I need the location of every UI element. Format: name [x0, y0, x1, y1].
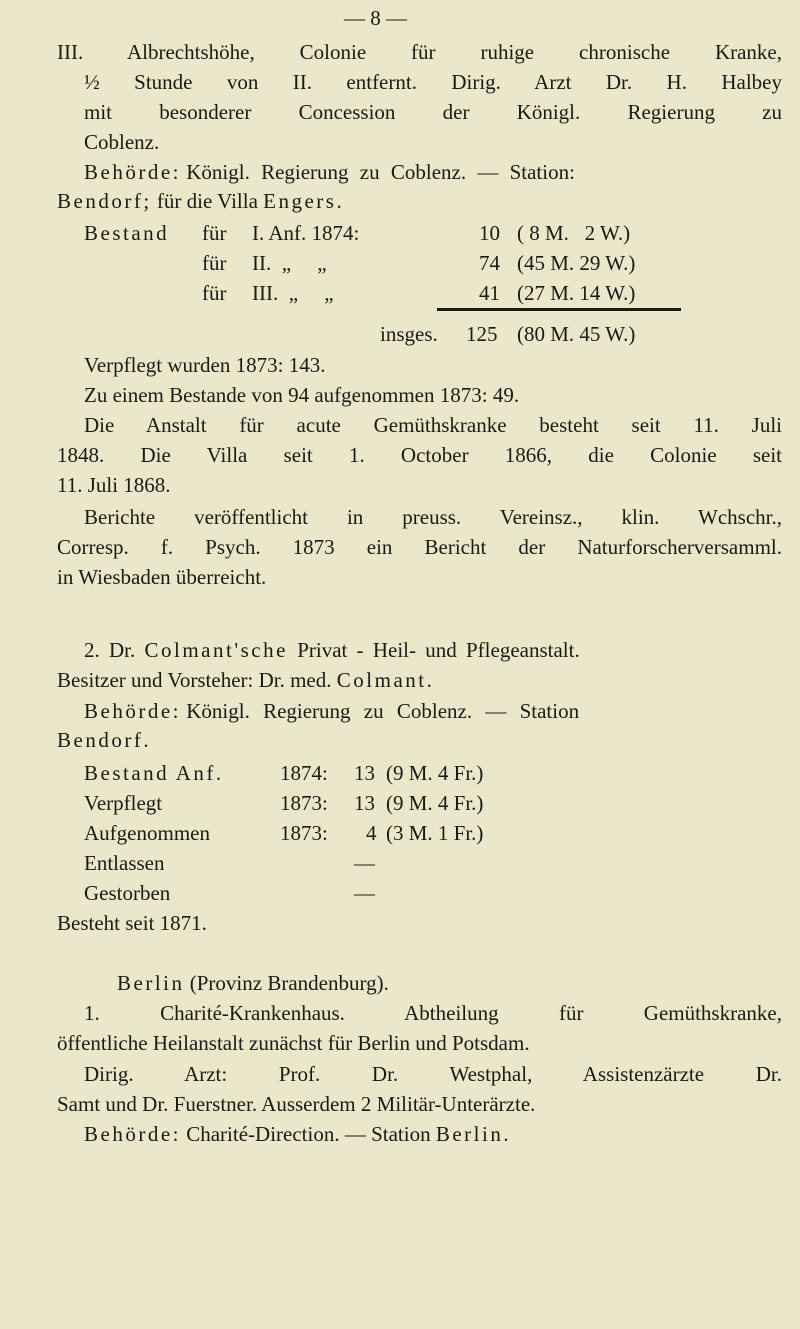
text: Privat - Heil- und Pflegeanstalt. [297, 638, 580, 662]
city-name: Berlin [117, 971, 185, 995]
cell: ( 8 M. 2 W.) [517, 221, 631, 245]
cell: 1873: [280, 821, 328, 845]
text-line: öffentliche Heilanstalt zunächst für Berlin und Potsdam. [57, 1031, 530, 1055]
total-value: 125 [466, 322, 498, 346]
text-line: ½ Stunde von II. entfernt. Dirig. Arzt Dr. H. Halbey [84, 70, 782, 94]
cell: Bestand Anf. [84, 761, 224, 785]
text: Besitzer und Vorsteher: Dr. med. [57, 668, 332, 692]
text-line: 1848. Die Villa seit 1. October 1866, die Colonie seit [57, 443, 782, 467]
page-number: — 8 — [344, 6, 407, 30]
cell: 10 [479, 221, 500, 245]
text-line: in Wiesbaden überreicht. [57, 565, 267, 589]
behoerde-text: Königl. Regierung zu Coblenz. — Station: [186, 160, 575, 184]
institution-name: Colmant'sche [144, 638, 288, 662]
cell: Gestorben [84, 881, 171, 905]
text: (Provinz Brandenburg). [189, 971, 389, 995]
cell: I. Anf. 1874: [252, 221, 360, 245]
cell: II. „ „ [252, 251, 327, 275]
text-line: Verpflegt wurden 1873: 143. [84, 353, 326, 377]
cell: 74 [479, 251, 500, 275]
section-title [84, 638, 580, 662]
station-name: Berlin. [435, 1122, 512, 1146]
cell: 13 [354, 791, 375, 815]
cell: (27 M. 14 W.) [517, 281, 636, 305]
station-name: Bendorf; [57, 189, 152, 213]
person-name: Colmant. [336, 668, 435, 692]
text: 2. Dr. [84, 638, 136, 662]
text: für die Villa [156, 189, 258, 213]
cell: 41 [479, 281, 500, 305]
text-line: Berichte veröffentlicht in preuss. Vereinsz., klin. Wchschr., [84, 505, 782, 529]
sum-rule [437, 308, 681, 311]
behoerde-label: Behörde: [84, 160, 181, 184]
total-label: insges. [380, 322, 438, 346]
cell: (3 M. 1 Fr.) [386, 821, 484, 845]
cell: für [202, 251, 227, 275]
cell: für [202, 281, 227, 305]
cell: 4 [366, 821, 377, 845]
text-line: Samt und Dr. Fuerstner. Ausserdem 2 Militär-Unterärzte. [57, 1092, 536, 1116]
station-name: Bendorf. [57, 728, 152, 752]
behoerde-text: Königl. Regierung zu Coblenz. — Station [186, 699, 580, 723]
cell: Entlassen [84, 851, 165, 875]
cell: 13 [354, 761, 375, 785]
text-line: 1. Charité-Krankenhaus. Abtheilung für Gemüthskranke, [84, 1001, 782, 1025]
cell: Verpflegt [84, 791, 163, 815]
cell: (9 M. 4 Fr.) [386, 761, 484, 785]
cell: (9 M. 4 Fr.) [386, 791, 484, 815]
text-line: Coblenz. [84, 130, 160, 154]
cell: — [354, 881, 375, 905]
section-heading [117, 971, 389, 995]
cell: für [202, 221, 227, 245]
text-line: mit besonderer Concession der Königl. Regierung zu [84, 100, 782, 124]
total-detail: (80 M. 45 W.) [517, 322, 636, 346]
cell: 1874: [280, 761, 328, 785]
text-line: Zu einem Bestande von 94 aufgenommen 1873: 49. [84, 383, 520, 407]
text-line: 11. Juli 1868. [57, 473, 171, 497]
cell: III. „ „ [252, 281, 334, 305]
text-line: Besteht seit 1871. [57, 911, 207, 935]
text-line: Die Anstalt für acute Gemüthskranke besteht seit 11. Juli [84, 413, 782, 437]
text-line: Dirig. Arzt: Prof. Dr. Westphal, Assistenzärzte Dr. [84, 1062, 782, 1086]
cell: Aufgenommen [84, 821, 210, 845]
cell: — [354, 851, 375, 875]
text-line: Corresp. f. Psych. 1873 ein Bericht der Naturforscherversamml. [57, 535, 782, 559]
cell: 1873: [280, 791, 328, 815]
cell: (45 M. 29 W.) [517, 251, 636, 275]
behoerde-label: Behörde: [84, 1122, 181, 1146]
bestand-label: Bestand [84, 221, 170, 245]
villa-name: Engers. [263, 189, 345, 213]
behoerde-label: Behörde: [84, 699, 181, 723]
text-line: III. Albrechtshöhe, Colonie für ruhige chronische Kranke, [57, 40, 782, 64]
behoerde-text: Charité-Direction. — Station [186, 1122, 431, 1146]
